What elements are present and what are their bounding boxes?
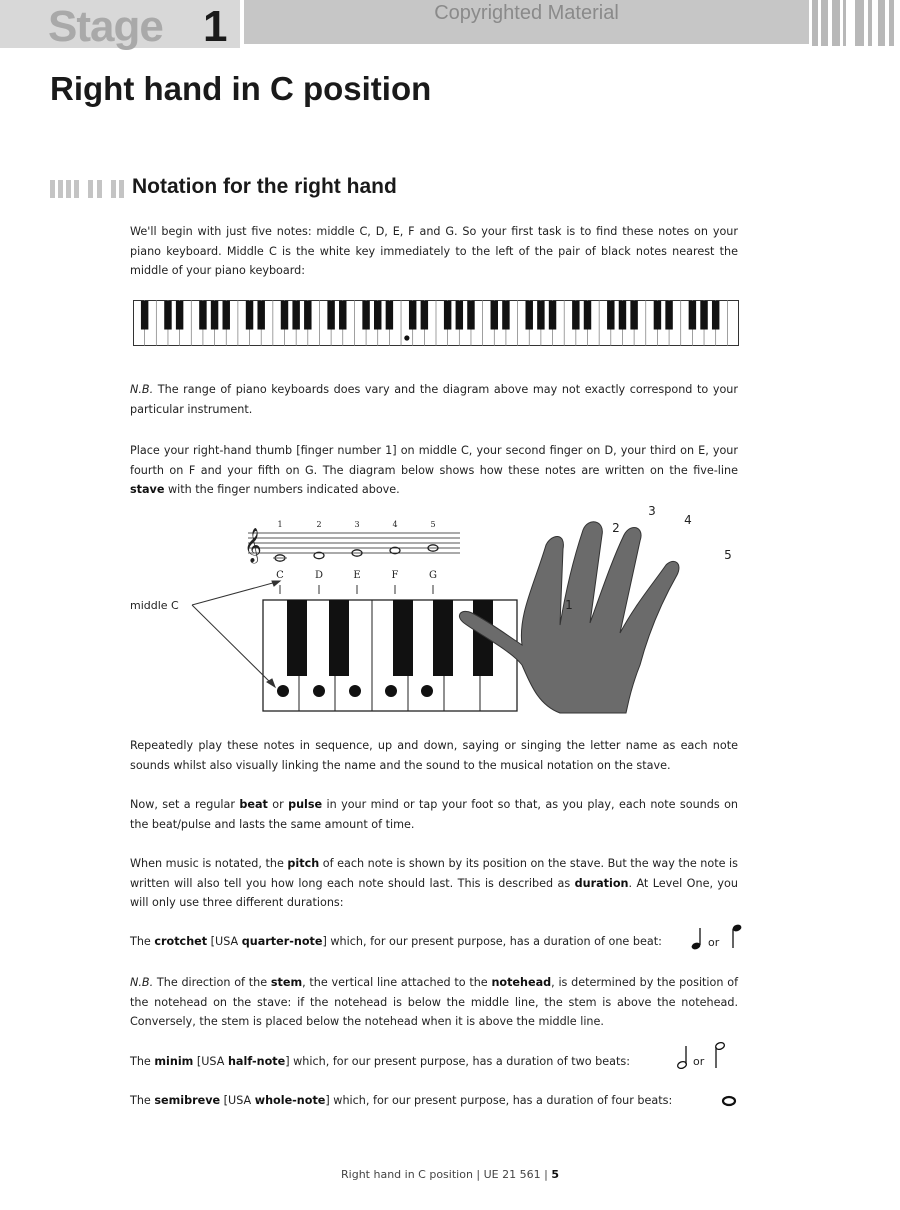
- pitch-paragraph: When music is notated, the pitch of each note is shown by its position on the stave. But the way the note is written will also tell you how long each note should last. This is described as duration. At Level One, you will only use three different durations:: [130, 857, 738, 909]
- staff-finger-number: 1: [277, 520, 283, 529]
- repeat-paragraph: Repeatedly play these notes in sequence, up and down, saying or singing the letter name as each note sounds whilst also visually linking the name and the sound to the musical notation on the stave.: [130, 739, 738, 772]
- black-key: [630, 301, 637, 330]
- stage-word: Stage: [48, 2, 163, 51]
- nb-range-paragraph: N.B. The range of piano keyboards does vary and the diagram above may not exactly correspond to your particular instrument.: [130, 383, 738, 416]
- key-dot: [421, 685, 433, 697]
- stem-direction-paragraph: N.B. The direction of the stem, the vertical line attached to the notehead, is determined by the position of the notehead on the stave: if the notehead is below the middle line, the stem is above the notehead. Conversely, the stem is placed below the notehead when it is above the middle line.: [130, 976, 739, 1028]
- black-key: [246, 301, 253, 330]
- black-key: [537, 301, 544, 330]
- black-key: [211, 301, 218, 330]
- black-key: [665, 301, 672, 330]
- full-keyboard-diagram: [133, 300, 739, 346]
- staff-finger-number: 2: [316, 520, 322, 529]
- black-key: [374, 301, 381, 330]
- hand-finger-number: 1: [565, 598, 573, 612]
- stage-number: 1: [203, 2, 228, 51]
- black-key: [712, 301, 719, 330]
- minim-stem-up-icon: [677, 1046, 688, 1070]
- note-letter: D: [314, 570, 324, 581]
- black-key: [199, 301, 206, 330]
- black-key: [164, 301, 171, 330]
- hand-finger-number: 5: [724, 548, 732, 562]
- placement-paragraph: Place your right-hand thumb [finger number 1] on middle C, your second finger on D, your third on E, your fourth on F and your fifth on G. The diagram below shows how these notes are written on the five-line stave with the finger numbers indicated above.: [130, 444, 738, 496]
- letter-ticks: [280, 585, 433, 594]
- black-key: [257, 301, 264, 330]
- staff-finger-number: 3: [354, 520, 360, 529]
- note-letter: C: [276, 570, 284, 581]
- crotchet-symbols: [690, 920, 750, 952]
- hand-finger-number: 4: [684, 513, 692, 527]
- black-key: [292, 301, 299, 330]
- black-key: [619, 301, 626, 330]
- page-title: Right hand in C position: [50, 70, 432, 107]
- or-label: or: [708, 936, 720, 949]
- black-key: [176, 301, 183, 330]
- black-key: [502, 301, 509, 330]
- crotchet-paragraph: The crotchet [USA quarter-note] which, for our present purpose, has a duration of one beat:: [130, 935, 662, 948]
- black-key: [689, 301, 696, 330]
- section-title: Notation for the right hand: [132, 175, 397, 198]
- staff-finger-number: 4: [392, 520, 398, 529]
- black-key: [362, 301, 369, 330]
- note-letter: E: [353, 570, 361, 581]
- minim-stem-down-icon: [715, 1041, 726, 1068]
- note-letters: [276, 570, 437, 581]
- note-letter: F: [391, 570, 399, 581]
- intro-paragraph: We'll begin with just five notes: middle C, D, E, F and G. So your first task is to find these notes on your piano keyboard. Middle C is the white key immediately to the left of the pair of black notes nearest the middle of your piano keyboard:: [130, 225, 738, 277]
- black-key: [467, 301, 474, 330]
- middle-c-marker: [404, 335, 409, 340]
- hand-finger-number: 2: [612, 521, 620, 535]
- c-position-diagram: [120, 504, 732, 720]
- copyright-watermark: Copyrighted Material: [434, 2, 619, 24]
- minim-paragraph: The minim [USA half-note] which, for our present purpose, has a duration of two beats:: [130, 1055, 630, 1068]
- black-key: [304, 301, 311, 330]
- black-key: [386, 301, 393, 330]
- semibreve-paragraph: The semibreve [USA whole-note] which, for our present purpose, has a duration of four beats:: [130, 1094, 673, 1107]
- page-footer: Right hand in C position | UE 21 561 | 5: [341, 1168, 559, 1181]
- crotchet-stem-down-icon: [732, 923, 743, 948]
- key-dot: [349, 685, 361, 697]
- black-key: [572, 301, 579, 330]
- key-dot: [313, 685, 325, 697]
- black-key: [281, 301, 288, 330]
- black-key: [456, 301, 463, 330]
- black-key: [339, 301, 346, 330]
- black-key: [421, 301, 428, 330]
- staff-finger-numbers: [277, 520, 435, 529]
- black-key: [491, 301, 498, 330]
- staff-finger-number: 5: [430, 520, 436, 529]
- black-key: [654, 301, 661, 330]
- or-label: or: [693, 1055, 705, 1068]
- black-key: [141, 301, 148, 330]
- key-dot: [385, 685, 397, 697]
- black-key: [584, 301, 591, 330]
- middle-c-label: middle C: [130, 599, 179, 612]
- crotchet-stem-up-icon: [691, 928, 702, 951]
- semibreve-icon: [720, 1093, 740, 1109]
- black-key: [327, 301, 334, 330]
- black-key: [700, 301, 707, 330]
- minim-symbols: [675, 1038, 735, 1072]
- black-key: [549, 301, 556, 330]
- black-key: [223, 301, 230, 330]
- black-key: [409, 301, 416, 330]
- key-dot: [277, 685, 289, 697]
- black-key: [526, 301, 533, 330]
- black-key: [607, 301, 614, 330]
- black-key: [444, 301, 451, 330]
- beat-paragraph: Now, set a regular beat or pulse in your mind or tap your foot so that, as you play, each note sounds on the beat/pulse and lasts the same amount of time.: [130, 798, 738, 831]
- note-letter: G: [429, 570, 437, 581]
- hand-finger-number: 3: [648, 504, 656, 518]
- treble-clef-icon: 𝄞: [244, 528, 262, 563]
